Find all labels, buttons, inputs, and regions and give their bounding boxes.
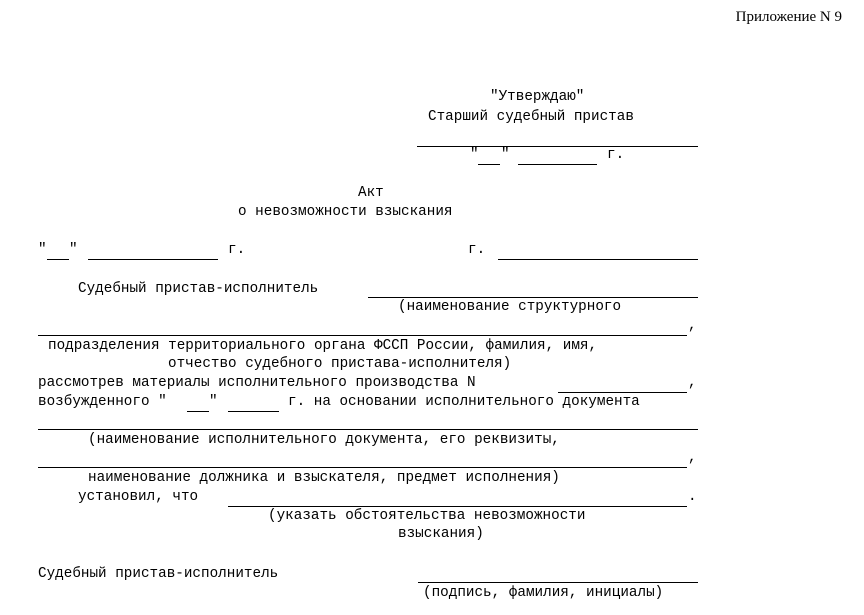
review-prefix: рассмотрев материалы исполнительного производства N xyxy=(38,375,476,391)
period: . xyxy=(688,489,697,505)
hint-document-1: (наименование исполнительного документа, его реквизиты, xyxy=(88,432,560,448)
initiated-prefix: возбужденного " xyxy=(38,394,167,410)
approval-year-suffix: г. xyxy=(607,147,625,163)
act-subtitle: о невозможности взыскания xyxy=(238,204,453,220)
approval-day-line[interactable] xyxy=(478,164,500,165)
signature-hint: (подпись, фамилия, инициалы) xyxy=(423,585,664,601)
hint-structural-2: подразделения территориального органа ФССП России, фамилия, имя, xyxy=(48,338,598,354)
initiated-day-line[interactable] xyxy=(187,411,209,412)
place-day-line[interactable] xyxy=(47,259,69,260)
hint-circumstances-2: взыскания) xyxy=(398,526,484,542)
hint-circumstances-1: (указать обстоятельства невозможности xyxy=(268,508,586,524)
place-year-suffix: г. xyxy=(228,242,246,258)
appendix-label: Приложение N 9 xyxy=(735,9,842,25)
approval-month-line[interactable] xyxy=(518,164,597,165)
bailiff-unit-line[interactable] xyxy=(38,335,687,336)
place-date-close-quote: " xyxy=(69,242,78,258)
approval-date-close-quote: " xyxy=(501,147,510,163)
initiated-month-line[interactable] xyxy=(228,411,279,412)
initiated-suffix: г. на основании исполнительного документа xyxy=(288,394,640,410)
place-city-line[interactable] xyxy=(498,259,698,260)
place-city-prefix: г. xyxy=(468,242,486,258)
initiated-quote-close: " xyxy=(209,394,218,410)
place-date-open-quote: " xyxy=(38,242,47,258)
hint-structural-3: отчество судебного пристава-исполнителя) xyxy=(168,356,512,372)
comma-3: , xyxy=(688,450,697,466)
approval-date-open-quote: " xyxy=(470,147,479,163)
comma-1: , xyxy=(688,318,697,334)
comma-2: , xyxy=(688,375,697,391)
approval-position: Старший судебный пристав xyxy=(428,109,634,125)
bailiff-label: Судебный пристав-исполнитель xyxy=(78,281,319,297)
document-name-line[interactable] xyxy=(38,429,698,430)
hint-document-2: наименование должника и взыскателя, предмет исполнения) xyxy=(88,470,560,486)
approval-signature-line[interactable] xyxy=(417,146,698,147)
signature-label: Судебный пристав-исполнитель xyxy=(38,566,279,582)
signature-line[interactable] xyxy=(418,582,698,583)
place-month-line[interactable] xyxy=(88,259,218,260)
established-prefix: установил, что xyxy=(78,489,199,505)
debtor-line[interactable] xyxy=(38,467,687,468)
hint-structural-1: (наименование структурного xyxy=(398,299,622,315)
approval-title: "Утверждаю" xyxy=(490,89,585,105)
act-title: Акт xyxy=(358,185,384,201)
